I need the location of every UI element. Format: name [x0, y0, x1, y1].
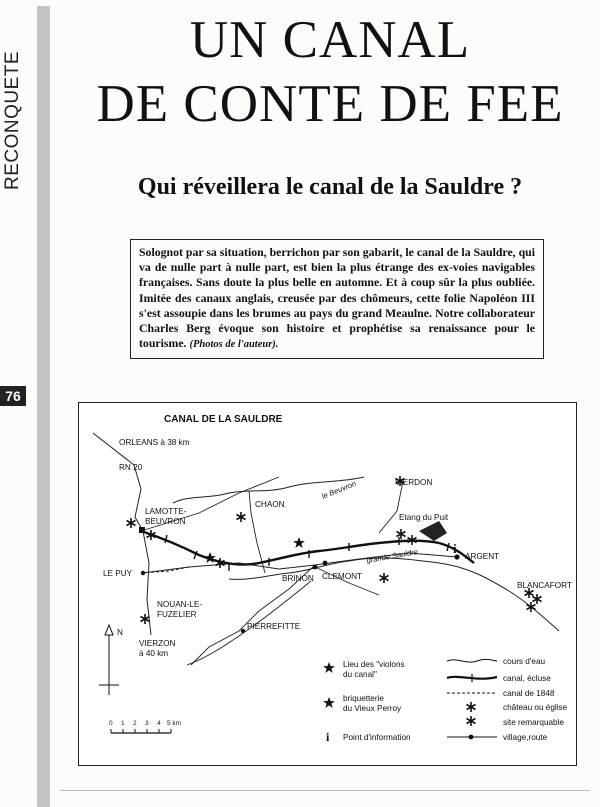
bottom-rule [60, 790, 590, 791]
star-icon [323, 697, 335, 708]
label-beuvron: le Beuvron [320, 478, 358, 501]
photo-credit: (Photos de l'auteur). [189, 339, 279, 351]
label-vierzon-1: VIERZON [139, 639, 176, 648]
scale-tick-3: 3 [145, 720, 149, 727]
road-vierdon [379, 481, 403, 533]
canal-line [141, 531, 474, 565]
label-blancafort: BLANCAFORT [517, 581, 572, 590]
asterisk-icon [527, 602, 536, 612]
legend-site: site remarquable [503, 718, 564, 727]
asterisk-icon [467, 702, 476, 712]
etang-shape [419, 521, 447, 541]
page-number: 76 [0, 386, 26, 406]
label-nouan-2: FUZELIER [157, 610, 197, 619]
scale-tick-5: 5 km [167, 720, 182, 727]
lamotte-marker [139, 527, 145, 533]
label-le-puy: LE PUY [103, 569, 133, 578]
label-vierzon-2: à 40 km [139, 649, 169, 658]
label-nouan-1: NOUAN-LE- [157, 600, 203, 609]
title-line-2: DE CONTE DE FEE [96, 75, 564, 133]
map-title: CANAL DE LA SAULDRE [164, 414, 283, 425]
legend-info: Point d'information [343, 733, 411, 742]
legend-cours-deau: cours d'eau [503, 657, 546, 666]
rubric-label: RECONQUETE [2, 50, 23, 190]
legend-chateau: château ou église [503, 703, 568, 712]
star-icon [293, 537, 305, 548]
label-chaon: CHAON [255, 500, 285, 509]
map-drawing [79, 403, 576, 765]
canal-map [78, 402, 577, 766]
label-pierrefitte: PIERREFITTE [247, 622, 301, 631]
label-north: N [117, 628, 123, 637]
scale-tick-0: 0 [109, 720, 113, 727]
scale-tick-2: 2 [133, 720, 137, 727]
label-etang: Etang du Puit [399, 513, 449, 522]
article-subtitle: Qui réveillera le canal de la Sauldre ? [137, 174, 523, 200]
label-clemont: CLEMONT [322, 572, 363, 581]
label-rn20: RN 20 [119, 463, 143, 472]
label-orleans: ORLEANS à 38 km [119, 438, 190, 447]
scale-tick-4: 4 [157, 720, 161, 727]
star-icon [323, 662, 335, 673]
asterisk-icon [533, 594, 542, 604]
legend-briquetterie-2: du Vieux Perroy [343, 704, 402, 713]
legend-canal-ecluse: canal, écluse [503, 674, 551, 683]
village-road-icon [447, 735, 497, 740]
wavy-line-icon [447, 659, 497, 662]
scale-bar [111, 729, 171, 733]
label-lamotte-1: LAMOTTE- [145, 507, 187, 516]
scale-tick-1: 1 [121, 720, 125, 727]
asterisk-icon [141, 614, 150, 624]
legend-violons-2: du canal" [343, 670, 377, 679]
label-lamotte-2: BEUVRON [145, 517, 186, 526]
intro-text: Solognot par sa situation, berrichon par son gabarit, le canal de la Sauldre, qui va de nulle part à nulle part, est bien la plus étrange des ex-voies navigables françaises. Sans doute la plus belle en automne. Et à coup sûr la plus oubliée. Imitée des canaux anglais, creusée par des chômeurs, cette folie Napoléon III s'est assoupie dans les brumes au pays du grand Meaulne. Notre collaborateur Charles Berg évoque son histoire et prophétise sa renaissance pour le tourisme. [139, 245, 535, 351]
info-icon: i [326, 730, 330, 744]
intro-box [130, 239, 544, 359]
title-line-1: UN CANAL [189, 11, 471, 69]
asterisk-icon [467, 716, 476, 726]
label-argent: ARGENT [465, 552, 500, 561]
label-brinon: BRINON [282, 574, 314, 583]
article-title [70, 8, 590, 136]
legend-briquetterie-1: briquetterie [343, 694, 384, 703]
asterisk-icon [380, 573, 389, 583]
label-grande-sauldre: grande Sauldre [365, 547, 419, 565]
north-arrow-icon [99, 625, 119, 695]
info-icon: i [453, 541, 457, 556]
legend-village-route: village,route [503, 733, 548, 742]
legend-violons-1: Lieu des "violons [343, 660, 405, 669]
side-bar [37, 6, 50, 807]
label-vierdon: VIERDON [395, 478, 433, 487]
asterisk-icon [237, 512, 246, 522]
legend-canal-1848: canal de 1848 [503, 689, 555, 698]
asterisk-icon [127, 518, 136, 528]
asterisk-icon [397, 529, 406, 539]
